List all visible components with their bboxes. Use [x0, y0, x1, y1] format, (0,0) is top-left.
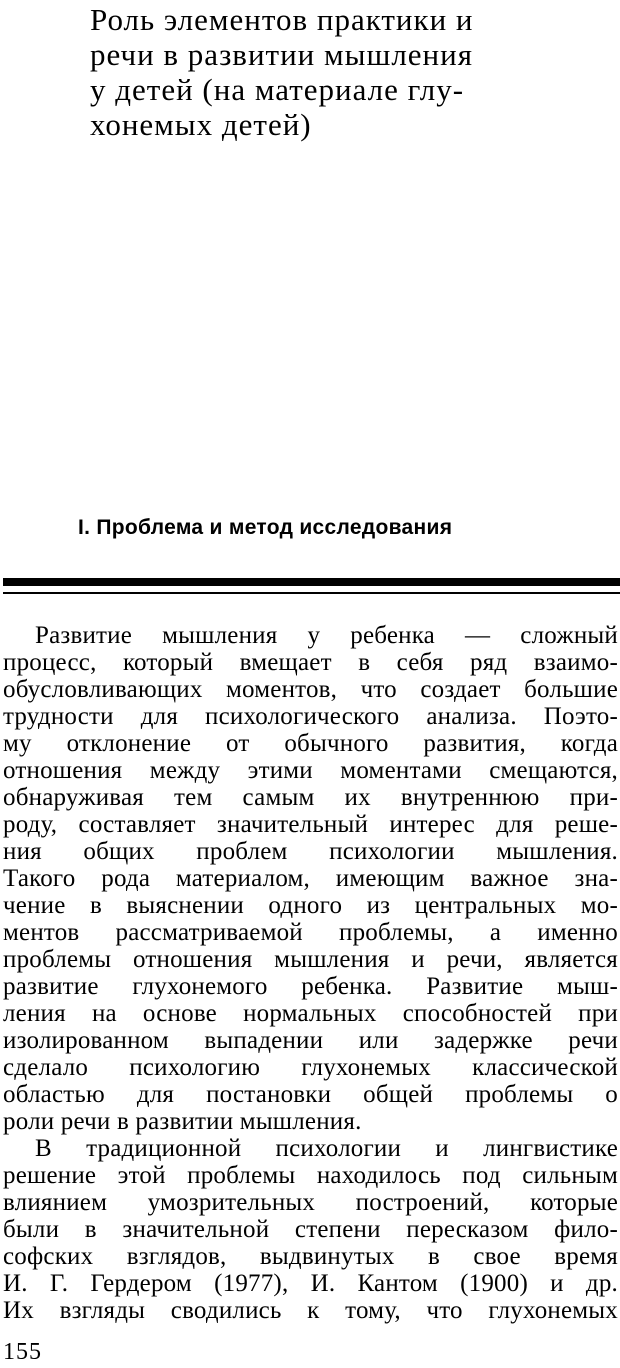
body-line: софских взглядов, выдвинутых в свое время	[3, 1243, 618, 1270]
body-line: трудности для психологического анализа. Поэто-	[3, 703, 618, 730]
body-line: обнаруживая тем самым их внутреннюю при-	[3, 784, 618, 811]
body-line: влиянием умозрительных построений, которые	[3, 1189, 618, 1216]
body-line: чение в выяснении одного из центральных мо-	[3, 892, 618, 919]
body-line: областью для постановки общей проблемы о	[3, 1081, 618, 1108]
divider-thin	[3, 592, 620, 594]
body-line: решение этой проблемы находилось под сильным	[3, 1162, 618, 1189]
body-line: ния общих проблем психологии мышления.	[3, 838, 618, 865]
body-line: ментов рассматриваемой проблемы, а именно	[3, 919, 618, 946]
body-line: Такого рода материалом, имеющим важное зна-	[3, 865, 618, 892]
body-line: В традиционной психологии и лингвистике	[35, 1135, 618, 1162]
body-text	[3, 622, 618, 1324]
body-line: му отклонение от обычного развития, когда	[3, 730, 618, 757]
body-line: роду, составляет значительный интерес для реше-	[3, 811, 618, 838]
body-line: сделало психологию глухонемых классической	[3, 1054, 618, 1081]
body-line: развитие глухонемого ребенка. Развитие мыш-	[3, 973, 618, 1000]
title-line: речи в развитии мышления	[90, 37, 473, 72]
body-line: И. Г. Гердером (1977), И. Кантом (1900) и др.	[3, 1270, 618, 1297]
body-line: были в значительной степени пересказом фило-	[3, 1216, 618, 1243]
body-line: роли речи в развитии мышления.	[3, 1108, 362, 1135]
title-line: Роль элементов практики и	[90, 2, 474, 37]
page-number: 155	[3, 1339, 42, 1365]
body-line: Их взгляды сводились к тому, что глухонемых	[3, 1297, 618, 1324]
body-line: изолированном выпадении или задержке речи	[3, 1027, 618, 1054]
divider-thick	[3, 578, 620, 586]
body-line: Развитие мышления у ребенка — сложный	[35, 622, 618, 649]
article-title	[90, 2, 570, 142]
body-line: отношения между этими моментами смещаются,	[3, 757, 618, 784]
body-line: обусловливающих моментов, что создает большие	[3, 676, 618, 703]
title-line: хонемых детей)	[90, 107, 312, 142]
section-heading: I. Проблема и метод исследования	[78, 516, 453, 539]
body-line: процесс, который вмещает в себя ряд взаимо-	[3, 649, 618, 676]
body-line: ления на основе нормальных способностей при	[3, 1000, 618, 1027]
body-line: проблемы отношения мышления и речи, является	[3, 946, 618, 973]
title-line: у детей (на материале глу-	[90, 72, 465, 107]
